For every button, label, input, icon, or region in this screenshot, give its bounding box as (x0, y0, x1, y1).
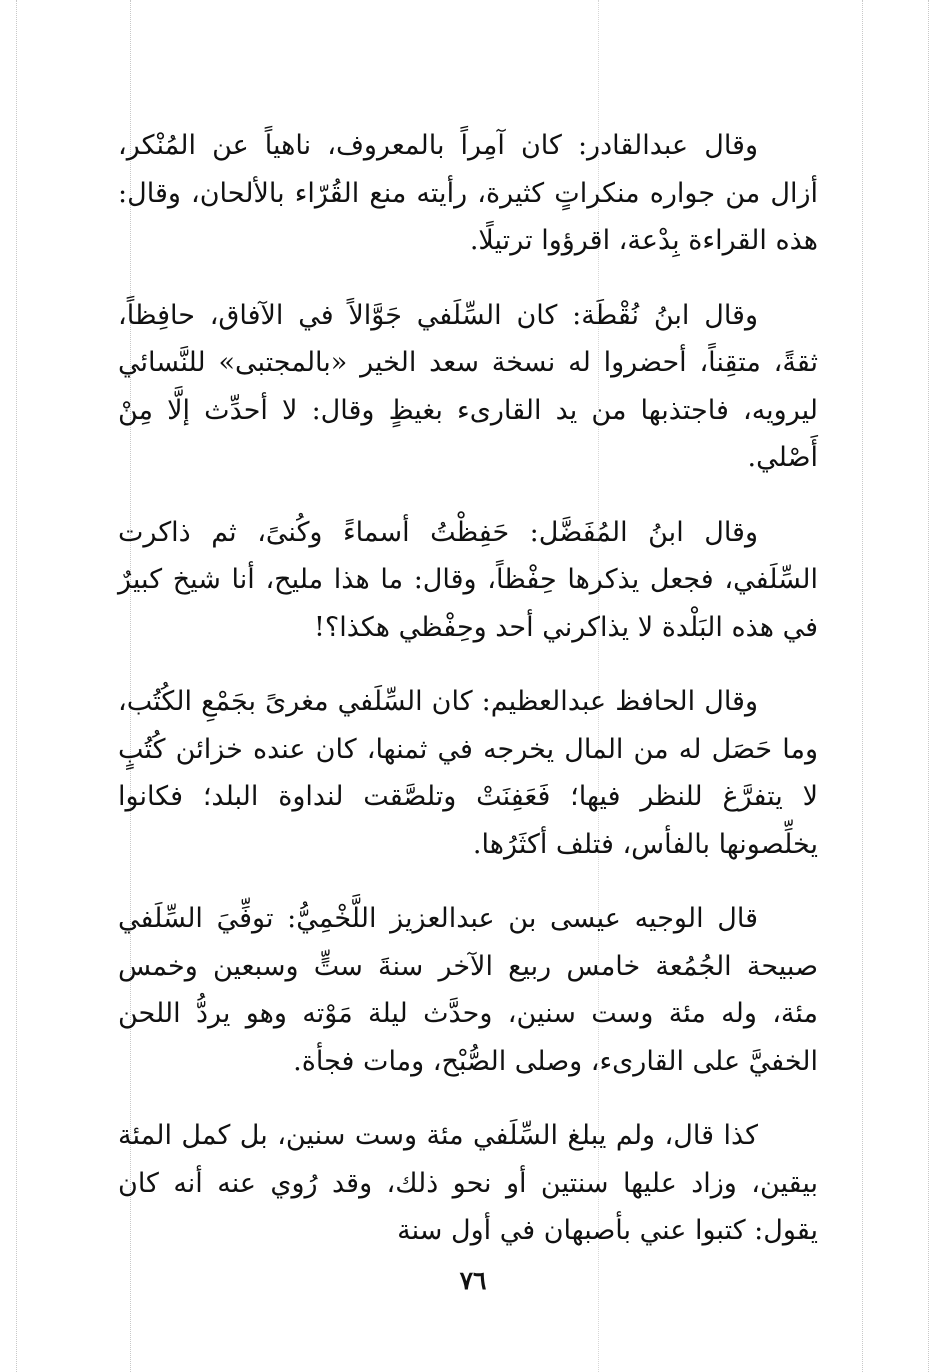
scan-guide-line (16, 0, 17, 1372)
main-text (118, 122, 818, 1282)
scan-guide-line (928, 0, 929, 1372)
paragraph-ibn-almufaddal-quote: وقال ابنُ المُفَضَّل: حَفِظْتُ أسماءً وكُنىً، ثم ذاكرت السِّلَفي، فجعل يذكرها حِفْظاً، وقال: ما هذا مليح، أنا شيخ كبيرٌ في هذه البَلْدة لا يذاكرني أحد وحِفْظي هكذا؟! (118, 516, 818, 643)
paragraph-death-account: قال الوجيه عيسى بن عبدالعزيز اللَّخْمِيُّ: توفِّيَ السِّلَفي صبيحة الجُمُعة خامس ربيع الآخر سنةَ ستٍّ وسبعين وخمس مئة، وله مئة وست سنين، وحدَّث ليلة مَوْته وهو يردُّ اللحن الخفيَّ على القارىء، وصلى الصُّبْح، ومات فجأة. (118, 903, 818, 1077)
paragraph-ibn-nuqta-quote: وقال ابنُ نُقْطَة: كان السِّلَفي جَوَّالاً في الآفاق، حافِظاً، ثقةً، متقِناً، أحضروا له نسخة سعد الخير «بالمجتبى» للنَّسائي ليرويه، فاجتذبها من يد القارىء بغيظٍ وقال: لا أحدِّث إلَّا مِنْ أَصْلي. (118, 299, 818, 473)
scan-guide-line (862, 0, 863, 1372)
paragraph-abdulazim-quote: وقال الحافظ عبدالعظيم: كان السِّلَفي مغرىً بجَمْعِ الكُتُب، وما حَصَل له من المال يخرجه في ثمنها، كان عنده خزائن كُتُبٍ لا يتفرَّغ للنظر فيها؛ فَعَفِنَتْ وتلصَّقت لنداوة البلد؛ فكانوا يخلِّصونها بالفأس، فتلف أكثَرُها. (118, 686, 818, 860)
paragraph-abdulqadir-quote: وقال عبدالقادر: كان آمِراً بالمعروف، ناهياً عن المُنْكر، أزال من جواره منكراتٍ كثيرة، رأيته منع القُرّاء بالألحان، وقال: هذه القراءة بِدْعة، اقرؤوا ترتيلًا. (118, 130, 818, 256)
paragraph-age-correction: كذا قال، ولم يبلغ السِّلَفي مئة وست سنين، بل كمل المئة بيقين، وزاد عليها سنتين أو نحو ذلك، وقد رُوي عنه أنه كان يقول: كتبوا عني بأصبهان في أول سنة (118, 1120, 818, 1246)
page-number: ٧٦ (459, 1266, 487, 1295)
